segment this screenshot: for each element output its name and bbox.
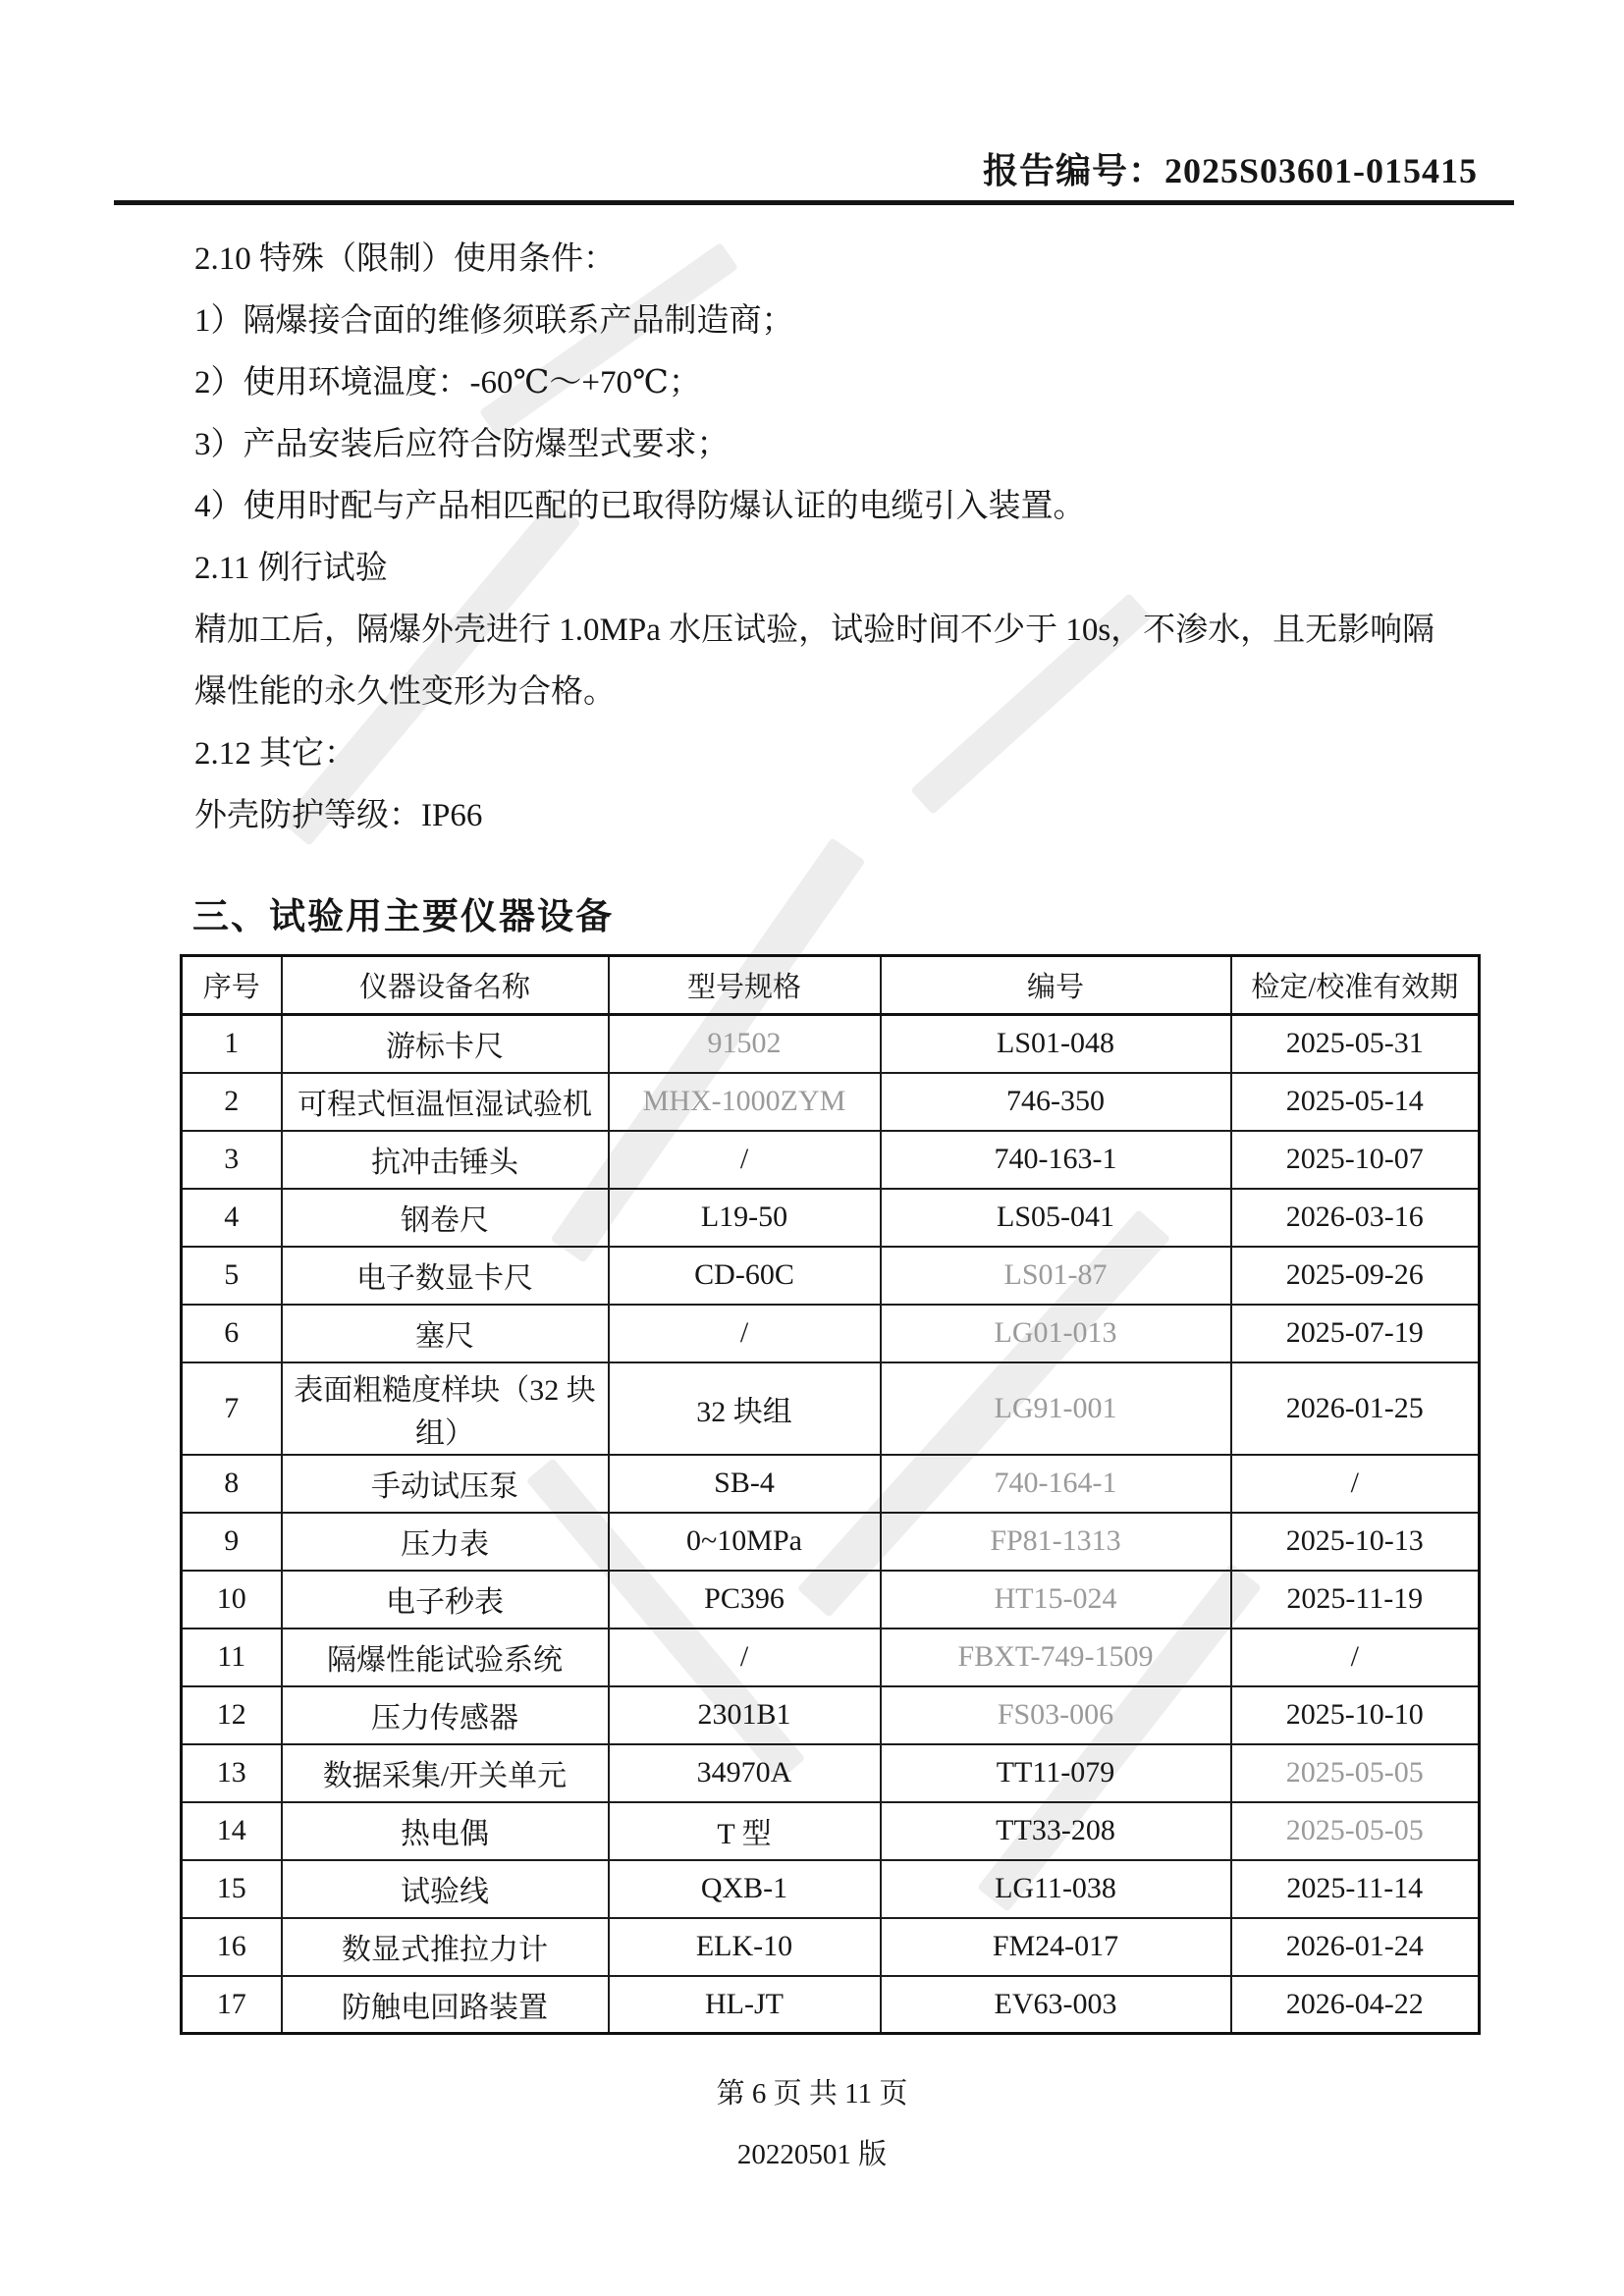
table-cell: 746-350	[881, 1073, 1231, 1131]
table-cell: LS01-048	[881, 1015, 1231, 1073]
table-cell: TT33-208	[881, 1802, 1231, 1860]
table-cell: 数据采集/开关单元	[282, 1744, 609, 1802]
table-cell: 1	[182, 1015, 282, 1073]
column-header: 编号	[881, 956, 1231, 1015]
column-header: 型号规格	[609, 956, 881, 1015]
table-cell: 抗冲击锤头	[282, 1131, 609, 1189]
table-cell: 2025-11-14	[1231, 1860, 1480, 1918]
table-cell: 2026-04-22	[1231, 1976, 1480, 2034]
table-cell: /	[1231, 1629, 1480, 1686]
body-line: 2.10 特殊（限制）使用条件：	[194, 241, 616, 277]
table-cell: 2	[182, 1073, 282, 1131]
table-cell: 8	[182, 1455, 282, 1513]
table-row	[182, 1686, 1480, 1744]
section-title: 三、试验用主要仪器设备	[192, 896, 614, 936]
table-cell: 740-164-1	[881, 1455, 1231, 1513]
table-cell: 2025-10-13	[1231, 1513, 1480, 1571]
body-line: 精加工后，隔爆外壳进行 1.0MPa 水压试验，试验时间不少于 10s，不渗水，且无影响隔	[194, 613, 1435, 648]
table-cell: 可程式恒温恒湿试验机	[282, 1073, 609, 1131]
table-cell: SB-4	[609, 1455, 881, 1513]
table-cell: 数显式推拉力计	[282, 1918, 609, 1976]
table-cell: 2026-01-25	[1231, 1362, 1480, 1455]
table-cell: 9	[182, 1513, 282, 1571]
table-row	[182, 1976, 1480, 2034]
table-cell: FS03-006	[881, 1686, 1231, 1744]
table-cell: LG01-013	[881, 1305, 1231, 1362]
table-cell: 游标卡尺	[282, 1015, 609, 1073]
table-cell: 740-163-1	[881, 1131, 1231, 1189]
body-line: 2.11 例行试验	[194, 551, 388, 586]
table-row	[182, 1455, 1480, 1513]
table-cell: 电子秒表	[282, 1571, 609, 1629]
table-cell: FM24-017	[881, 1918, 1231, 1976]
table-cell: 电子数显卡尺	[282, 1247, 609, 1305]
table-row	[182, 1189, 1480, 1247]
table-row	[182, 1513, 1480, 1571]
table-cell: HT15-024	[881, 1571, 1231, 1629]
table-cell: LS05-041	[881, 1189, 1231, 1247]
table-cell: 2025-10-10	[1231, 1686, 1480, 1744]
table-cell: 32 块组	[609, 1362, 881, 1455]
table-row	[182, 1247, 1480, 1305]
table-cell: 7	[182, 1362, 282, 1455]
report-number-label: 报告编号：	[982, 151, 1164, 190]
table-cell: 2026-01-24	[1231, 1918, 1480, 1976]
table-cell: FBXT-749-1509	[881, 1629, 1231, 1686]
table-cell: 91502	[609, 1015, 881, 1073]
table-cell: 12	[182, 1686, 282, 1744]
table-cell: 隔爆性能试验系统	[282, 1629, 609, 1686]
table-cell: L19-50	[609, 1189, 881, 1247]
table-cell: CD-60C	[609, 1247, 881, 1305]
version: 20220501 版	[736, 2139, 888, 2170]
table-cell: LS01-87	[881, 1247, 1231, 1305]
table-cell: 2025-09-26	[1231, 1247, 1480, 1305]
table-cell: 2301B1	[609, 1686, 881, 1744]
table-cell: 2025-05-05	[1231, 1744, 1480, 1802]
body-text	[194, 229, 1540, 847]
report-number-value: 2025S03601-015415	[1164, 151, 1478, 190]
body-line: 外壳防护等级：IP66	[194, 798, 483, 833]
table-cell: ELK-10	[609, 1918, 881, 1976]
table-row	[182, 1571, 1480, 1629]
table-row	[182, 1802, 1480, 1860]
body-line: 1）隔爆接合面的维修须联系产品制造商；	[194, 303, 794, 339]
column-header: 仪器设备名称	[282, 956, 609, 1015]
table-cell: 手动试压泵	[282, 1455, 609, 1513]
table-row	[182, 1860, 1480, 1918]
body-line: 爆性能的永久性变形为合格。	[194, 674, 616, 710]
body-line: 2.12 其它：	[194, 736, 356, 772]
table-row	[182, 1131, 1480, 1189]
table-cell: LG11-038	[881, 1860, 1231, 1918]
table-cell: 2025-05-05	[1231, 1802, 1480, 1860]
table-cell: QXB-1	[609, 1860, 881, 1918]
table-cell: 4	[182, 1189, 282, 1247]
instrument-table	[180, 954, 1481, 2035]
table-cell: 2025-11-19	[1231, 1571, 1480, 1629]
table-cell: 2025-05-14	[1231, 1073, 1480, 1131]
table-cell: 2025-05-31	[1231, 1015, 1480, 1073]
table-cell: 压力表	[282, 1513, 609, 1571]
table-cell: 压力传感器	[282, 1686, 609, 1744]
column-header: 序号	[182, 956, 282, 1015]
table-cell: 3	[182, 1131, 282, 1189]
table-cell: EV63-003	[881, 1976, 1231, 2034]
table-cell: 17	[182, 1976, 282, 2034]
table-cell: 塞尺	[282, 1305, 609, 1362]
column-header: 检定/校准有效期	[1231, 956, 1480, 1015]
table-cell: /	[609, 1305, 881, 1362]
table-cell: 0~10MPa	[609, 1513, 881, 1571]
table-cell: /	[609, 1131, 881, 1189]
table-cell: 表面粗糙度样块（32 块组）	[282, 1362, 609, 1455]
table-cell: 34970A	[609, 1744, 881, 1802]
table-cell: 10	[182, 1571, 282, 1629]
table-cell: 2025-07-19	[1231, 1305, 1480, 1362]
table-cell: FP81-1313	[881, 1513, 1231, 1571]
body-line: 3）产品安装后应符合防爆型式要求；	[194, 427, 730, 462]
body-line: 2）使用环境温度：-60℃～+70℃；	[194, 365, 701, 400]
table-row	[182, 1918, 1480, 1976]
table-cell: 试验线	[282, 1860, 609, 1918]
table-cell: PC396	[609, 1571, 881, 1629]
table-row	[182, 1305, 1480, 1362]
table-header-row	[182, 956, 1480, 1015]
table-cell: 16	[182, 1918, 282, 1976]
report-number	[983, 143, 1478, 193]
table-cell: 5	[182, 1247, 282, 1305]
table-cell: 防触电回路装置	[282, 1976, 609, 2034]
table-cell: 6	[182, 1305, 282, 1362]
page-number: 第 6 页 共 11 页	[716, 2078, 908, 2109]
table-row	[182, 1015, 1480, 1073]
table-cell: TT11-079	[881, 1744, 1231, 1802]
table-cell: 钢卷尺	[282, 1189, 609, 1247]
table-cell: 13	[182, 1744, 282, 1802]
table-row	[182, 1629, 1480, 1686]
table-cell: 热电偶	[282, 1802, 609, 1860]
table-cell: 14	[182, 1802, 282, 1860]
body-line: 4）使用时配与产品相匹配的已取得防爆认证的电缆引入装置。	[194, 489, 1086, 524]
table-cell: /	[1231, 1455, 1480, 1513]
table-row	[182, 1744, 1480, 1802]
table-cell: MHX-1000ZYM	[609, 1073, 881, 1131]
table-cell: /	[609, 1629, 881, 1686]
table-cell: 2026-03-16	[1231, 1189, 1480, 1247]
table-cell: 2025-10-07	[1231, 1131, 1480, 1189]
table-row	[182, 1362, 1480, 1455]
table-cell: 15	[182, 1860, 282, 1918]
table-cell: HL-JT	[609, 1976, 881, 2034]
header-divider	[114, 200, 1514, 205]
table-cell: T 型	[609, 1802, 881, 1860]
table-cell: LG91-001	[881, 1362, 1231, 1455]
table-row	[182, 1073, 1480, 1131]
table-cell: 11	[182, 1629, 282, 1686]
